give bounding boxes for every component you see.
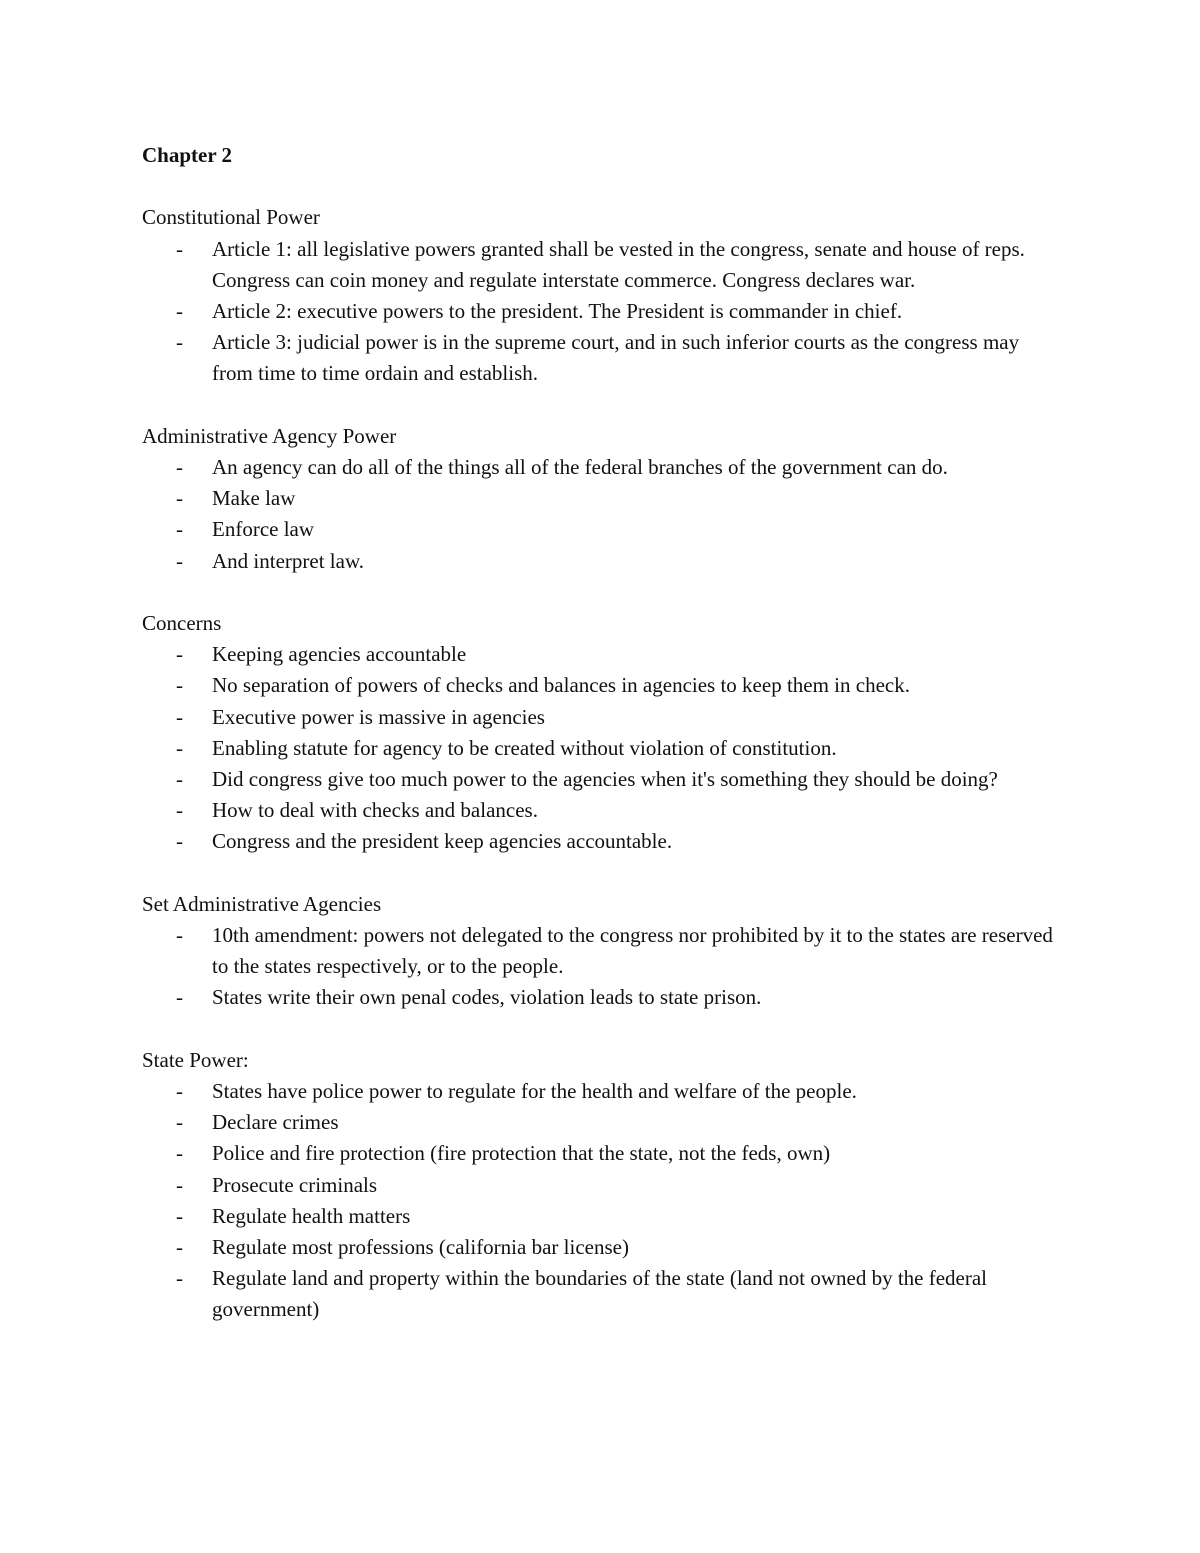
document-title: Chapter 2 <box>142 143 233 167</box>
section-heading: Set Administrative Agencies <box>142 891 382 916</box>
section-heading: Concerns <box>142 610 222 635</box>
document-page <box>142 140 1062 1326</box>
dash-bullet: - <box>176 922 183 947</box>
section-set-administrative-agencies <box>142 889 1062 1014</box>
list-item-text: Regulate most professions (california bar license) <box>212 1234 629 1259</box>
bullet-list <box>142 920 1062 1014</box>
dash-bullet: - <box>176 1203 183 1228</box>
list-item <box>142 483 1062 514</box>
list-item <box>142 1170 1062 1201</box>
list-item <box>142 1201 1062 1232</box>
dash-bullet: - <box>176 704 183 729</box>
dash-bullet: - <box>176 642 183 667</box>
list-item <box>142 982 1062 1013</box>
list-item <box>142 920 1062 982</box>
section-heading: Constitutional Power <box>142 205 320 230</box>
list-item-text: And interpret law. <box>212 548 365 573</box>
list-item <box>142 826 1062 857</box>
list-item <box>142 639 1062 670</box>
list-item-text: How to deal with checks and balances. <box>212 798 538 823</box>
list-item-text: Keeping agencies accountable <box>212 642 467 667</box>
section-state-power <box>142 1045 1062 1326</box>
section-constitutional-power <box>142 202 1062 389</box>
list-item-text: Executive power is massive in agencies <box>212 704 545 729</box>
section-administrative-agency-power <box>142 421 1062 577</box>
dash-bullet: - <box>176 985 183 1010</box>
dash-bullet: - <box>176 298 183 323</box>
dash-bullet: - <box>176 798 183 823</box>
dash-bullet: - <box>176 673 183 698</box>
list-item <box>142 1076 1062 1107</box>
list-item-text: Regulate land and property within the boundaries of the state (land not owned by the federal government) <box>212 1266 988 1322</box>
list-item-text: Declare crimes <box>212 1110 339 1135</box>
list-item <box>142 1107 1062 1138</box>
dash-bullet: - <box>176 517 183 542</box>
list-item-text: Article 1: all legislative powers granted shall be vested in the congress, senate and house of reps. Congress can coin money and regulate interstate commerce. Congress declares war. <box>212 236 1025 292</box>
list-item <box>142 1138 1062 1169</box>
list-item-text: Make law <box>212 486 296 511</box>
list-item-text: States have police power to regulate for the health and welfare of the people. <box>212 1078 857 1103</box>
dash-bullet: - <box>176 548 183 573</box>
dash-bullet: - <box>176 1266 183 1291</box>
list-item-text: States write their own penal codes, violation leads to state prison. <box>212 985 762 1010</box>
list-item-text: 10th amendment: powers not delegated to the congress nor prohibited by it to the states are reserved to the states respectively, or to the people. <box>212 922 1053 979</box>
list-item-text: No separation of powers of checks and balances in agencies to keep them in check. <box>212 673 910 698</box>
list-item-text: Article 2: executive powers to the president. The President is commander in chief. <box>212 298 903 323</box>
list-item-text: Regulate health matters <box>212 1203 411 1228</box>
dash-bullet: - <box>176 1078 183 1103</box>
list-item-text: An agency can do all of the things all of the federal branches of the government can do. <box>212 454 948 479</box>
list-item <box>142 452 1062 483</box>
list-item-text: Congress and the president keep agencies accountable. <box>212 829 673 854</box>
bullet-list <box>142 452 1062 577</box>
list-item-text: Prosecute criminals <box>212 1172 378 1197</box>
bullet-list <box>142 234 1062 390</box>
list-item <box>142 670 1062 701</box>
dash-bullet: - <box>176 236 183 261</box>
dash-bullet: - <box>176 330 183 355</box>
dash-bullet: - <box>176 1110 183 1135</box>
dash-bullet: - <box>176 1234 183 1259</box>
dash-bullet: - <box>176 735 183 760</box>
dash-bullet: - <box>176 454 183 479</box>
list-item-text: Police and fire protection (fire protection that the state, not the feds, own) <box>212 1141 831 1166</box>
dash-bullet: - <box>176 766 183 791</box>
list-item-text: Did congress give too much power to the agencies when it's something they should be doing? <box>212 766 998 791</box>
list-item <box>142 546 1062 577</box>
dash-bullet: - <box>176 486 183 511</box>
list-item <box>142 1232 1062 1263</box>
list-item-text: Article 3: judicial power is in the supreme court, and in such inferior courts as the congress may from time to time ordain and establish. <box>212 330 1020 386</box>
list-item <box>142 327 1062 389</box>
list-item <box>142 514 1062 545</box>
list-item-text: Enforce law <box>212 517 315 542</box>
section-concerns <box>142 608 1062 858</box>
bullet-list <box>142 1076 1062 1326</box>
list-item <box>142 702 1062 733</box>
list-item-text: Enabling statute for agency to be created without violation of constitution. <box>212 735 837 760</box>
list-item <box>142 1263 1062 1325</box>
list-item <box>142 764 1062 795</box>
dash-bullet: - <box>176 1141 183 1166</box>
dash-bullet: - <box>176 1172 183 1197</box>
dash-bullet: - <box>176 829 183 854</box>
list-item <box>142 795 1062 826</box>
list-item <box>142 733 1062 764</box>
section-heading: State Power: <box>142 1047 249 1072</box>
list-item <box>142 296 1062 327</box>
list-item <box>142 234 1062 296</box>
bullet-list <box>142 639 1062 857</box>
section-heading: Administrative Agency Power <box>142 423 397 448</box>
